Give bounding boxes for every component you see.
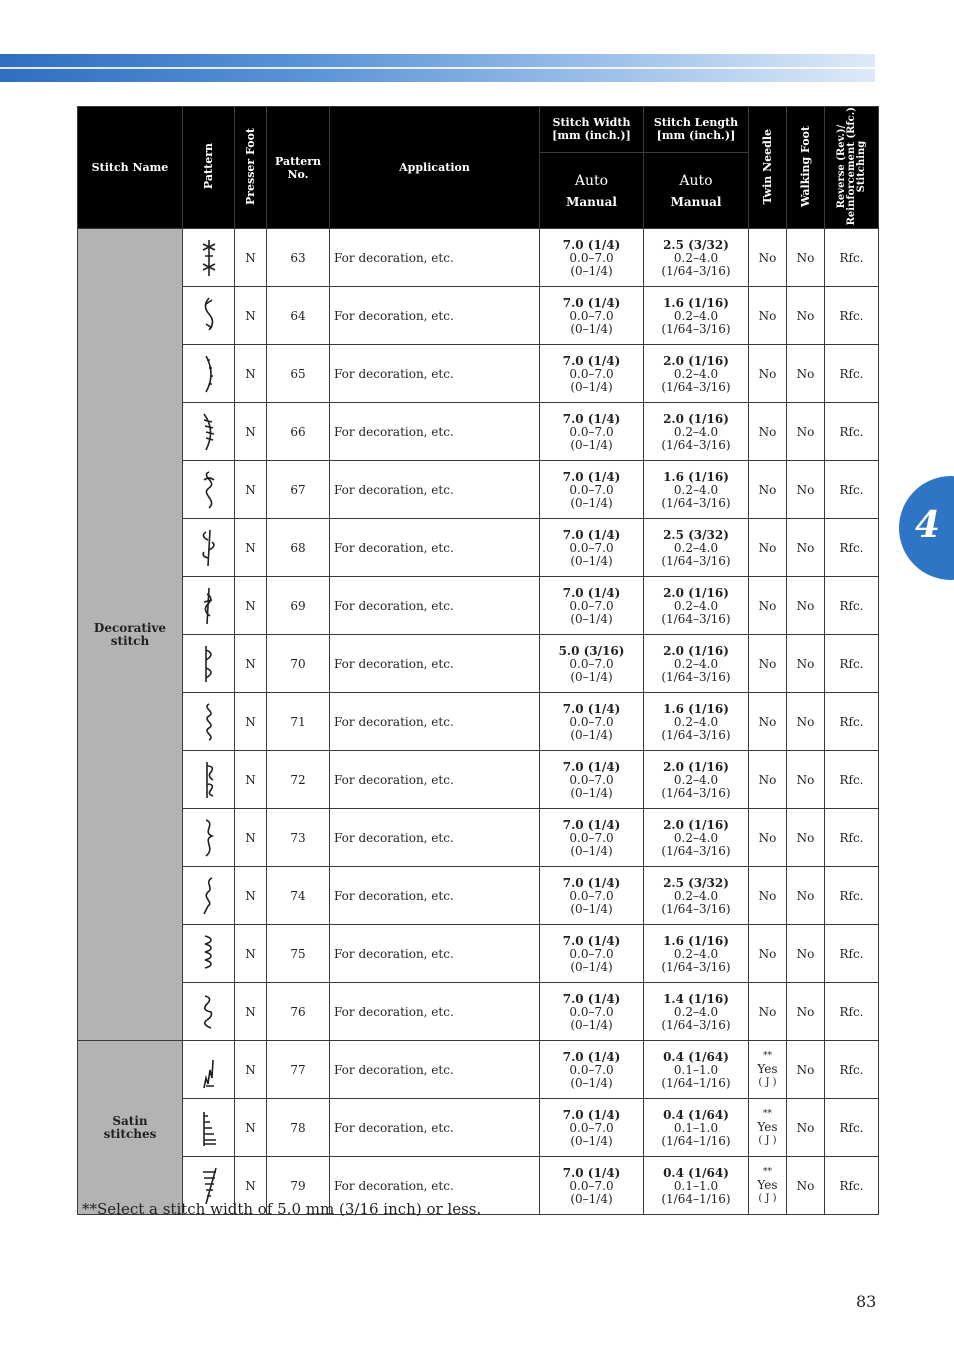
table-row — [78, 577, 879, 635]
twin-needle-cell: No — [749, 345, 787, 403]
stitch-length-cell: 2.5 (3/32) 0.2–4.0 (1/64–3/16) — [644, 229, 749, 287]
pattern-no-cell: 73 — [267, 809, 330, 867]
pattern-cell — [183, 809, 235, 867]
application-cell: For decoration, etc. — [330, 1157, 540, 1215]
walking-foot-cell: No — [787, 345, 825, 403]
reverse-cell: Rfc. — [825, 345, 879, 403]
walking-foot-cell: No — [787, 925, 825, 983]
col-walking-foot: Walking Foot — [787, 107, 825, 229]
application-cell: For decoration, etc. — [330, 229, 540, 287]
application-cell: For decoration, etc. — [330, 925, 540, 983]
pattern-no-cell: 69 — [267, 577, 330, 635]
reverse-cell: Rfc. — [825, 983, 879, 1041]
col-stitch-length: Stitch Length [mm (inch.)] — [644, 107, 749, 153]
walking-foot-cell: No — [787, 809, 825, 867]
stitch-pattern-icon — [198, 1048, 220, 1092]
pattern-no-cell: 79 — [267, 1157, 330, 1215]
stitch-pattern-icon — [198, 584, 220, 628]
table-row — [78, 229, 879, 287]
stitch-length-cell: 2.0 (1/16) 0.2–4.0 (1/64–3/16) — [644, 403, 749, 461]
twin-needle-cell: ** Yes ( J ) — [749, 1041, 787, 1099]
table-row — [78, 519, 879, 577]
walking-foot-cell: No — [787, 1041, 825, 1099]
presser-foot-cell: N — [235, 1041, 267, 1099]
col-reverse: Reverse (Rev.)/ Reinforcement (Rfc.) Stitching — [825, 107, 879, 229]
table-row — [78, 461, 879, 519]
twin-needle-cell: No — [749, 635, 787, 693]
pattern-cell — [183, 519, 235, 577]
stitch-width-cell: 7.0 (1/4) 0.0–7.0 (0–1/4) — [540, 751, 644, 809]
col-application: Application — [330, 107, 540, 229]
pattern-no-cell: 67 — [267, 461, 330, 519]
pattern-cell — [183, 229, 235, 287]
stitch-width-cell: 7.0 (1/4) 0.0–7.0 (0–1/4) — [540, 1099, 644, 1157]
twin-needle-cell: No — [749, 925, 787, 983]
pattern-cell — [183, 751, 235, 809]
reverse-cell: Rfc. — [825, 287, 879, 345]
table-row — [78, 983, 879, 1041]
pattern-cell — [183, 1041, 235, 1099]
width-auto-manual: Auto Manual — [540, 152, 644, 229]
reverse-cell: Rfc. — [825, 1157, 879, 1215]
presser-foot-cell: N — [235, 577, 267, 635]
stitch-length-cell: 2.0 (1/16) 0.2–4.0 (1/64–3/16) — [644, 577, 749, 635]
stitch-length-cell: 1.4 (1/16) 0.2–4.0 (1/64–3/16) — [644, 983, 749, 1041]
stitch-pattern-icon — [198, 874, 220, 918]
stitch-pattern-icon — [198, 642, 220, 686]
walking-foot-cell: No — [787, 461, 825, 519]
stitch-pattern-icon — [198, 816, 220, 860]
application-cell: For decoration, etc. — [330, 635, 540, 693]
stitch-pattern-icon — [198, 294, 220, 338]
walking-foot-cell: No — [787, 577, 825, 635]
table-row — [78, 751, 879, 809]
stitch-pattern-icon — [198, 236, 220, 280]
chapter-number: 4 — [915, 504, 941, 546]
twin-needle-cell: No — [749, 229, 787, 287]
stitch-width-cell: 7.0 (1/4) 0.0–7.0 (0–1/4) — [540, 1157, 644, 1215]
presser-foot-cell: N — [235, 461, 267, 519]
presser-foot-cell: N — [235, 229, 267, 287]
application-cell: For decoration, etc. — [330, 693, 540, 751]
walking-foot-cell: No — [787, 867, 825, 925]
stitch-width-cell: 7.0 (1/4) 0.0–7.0 (0–1/4) — [540, 519, 644, 577]
table-row — [78, 345, 879, 403]
presser-foot-cell: N — [235, 1157, 267, 1215]
top-color-band — [0, 54, 875, 82]
table-row — [78, 1099, 879, 1157]
twin-needle-cell: No — [749, 577, 787, 635]
page-number: 83 — [856, 1292, 877, 1311]
stitch-width-cell: 7.0 (1/4) 0.0–7.0 (0–1/4) — [540, 461, 644, 519]
pattern-no-cell: 76 — [267, 983, 330, 1041]
twin-needle-cell: No — [749, 751, 787, 809]
presser-foot-cell: N — [235, 809, 267, 867]
stitch-length-cell: 2.5 (3/32) 0.2–4.0 (1/64–3/16) — [644, 867, 749, 925]
col-stitch-name: Stitch Name — [78, 107, 183, 229]
presser-foot-cell: N — [235, 287, 267, 345]
stitch-pattern-icon — [198, 990, 220, 1034]
application-cell: For decoration, etc. — [330, 1099, 540, 1157]
stitch-width-cell: 7.0 (1/4) 0.0–7.0 (0–1/4) — [540, 287, 644, 345]
reverse-cell: Rfc. — [825, 461, 879, 519]
twin-needle-cell: ** Yes ( J ) — [749, 1099, 787, 1157]
application-cell: For decoration, etc. — [330, 983, 540, 1041]
stitch-width-cell: 7.0 (1/4) 0.0–7.0 (0–1/4) — [540, 693, 644, 751]
stitch-length-cell: 1.6 (1/16) 0.2–4.0 (1/64–3/16) — [644, 461, 749, 519]
stitch-width-cell: 7.0 (1/4) 0.0–7.0 (0–1/4) — [540, 229, 644, 287]
pattern-cell — [183, 925, 235, 983]
application-cell: For decoration, etc. — [330, 461, 540, 519]
stitch-length-cell: 2.0 (1/16) 0.2–4.0 (1/64–3/16) — [644, 635, 749, 693]
table-row — [78, 693, 879, 751]
pattern-no-cell: 63 — [267, 229, 330, 287]
twin-needle-cell: No — [749, 519, 787, 577]
stitch-pattern-icon — [198, 758, 220, 802]
reverse-cell: Rfc. — [825, 693, 879, 751]
stitch-width-cell: 7.0 (1/4) 0.0–7.0 (0–1/4) — [540, 577, 644, 635]
presser-foot-cell: N — [235, 403, 267, 461]
walking-foot-cell: No — [787, 1099, 825, 1157]
presser-foot-cell: N — [235, 1099, 267, 1157]
pattern-cell — [183, 635, 235, 693]
walking-foot-cell: No — [787, 983, 825, 1041]
pattern-cell — [183, 983, 235, 1041]
twin-needle-cell: No — [749, 403, 787, 461]
presser-foot-cell: N — [235, 693, 267, 751]
pattern-no-cell: 70 — [267, 635, 330, 693]
presser-foot-cell: N — [235, 519, 267, 577]
stitch-length-cell: 2.0 (1/16) 0.2–4.0 (1/64–3/16) — [644, 809, 749, 867]
col-presser-foot: Presser Foot — [235, 107, 267, 229]
presser-foot-cell: N — [235, 751, 267, 809]
walking-foot-cell: No — [787, 229, 825, 287]
application-cell: For decoration, etc. — [330, 287, 540, 345]
col-pattern-no: Pattern No. — [267, 107, 330, 229]
presser-foot-cell: N — [235, 635, 267, 693]
pattern-no-cell: 77 — [267, 1041, 330, 1099]
pattern-cell — [183, 403, 235, 461]
pattern-cell — [183, 345, 235, 403]
table-row — [78, 925, 879, 983]
stitch-length-cell: 1.6 (1/16) 0.2–4.0 (1/64–3/16) — [644, 287, 749, 345]
col-stitch-width: Stitch Width [mm (inch.)] — [540, 107, 644, 153]
col-twin-needle: Twin Needle — [749, 107, 787, 229]
application-cell: For decoration, etc. — [330, 867, 540, 925]
footnote: **Select a stitch width of 5.0 mm (3/16 inch) or less. — [82, 1200, 482, 1218]
table-row — [78, 635, 879, 693]
pattern-no-cell: 74 — [267, 867, 330, 925]
presser-foot-cell: N — [235, 345, 267, 403]
pattern-no-cell: 75 — [267, 925, 330, 983]
twin-needle-cell: ** Yes ( J ) — [749, 1157, 787, 1215]
stitch-width-cell: 7.0 (1/4) 0.0–7.0 (0–1/4) — [540, 925, 644, 983]
table-body — [78, 229, 879, 1215]
category-satin: Satin stitches — [78, 1041, 183, 1215]
col-pattern: Pattern — [183, 107, 235, 229]
stitch-length-cell: 1.6 (1/16) 0.2–4.0 (1/64–3/16) — [644, 693, 749, 751]
presser-foot-cell: N — [235, 983, 267, 1041]
reverse-cell: Rfc. — [825, 577, 879, 635]
stitch-length-cell: 2.0 (1/16) 0.2–4.0 (1/64–3/16) — [644, 751, 749, 809]
stitch-pattern-icon — [198, 468, 220, 512]
reverse-cell: Rfc. — [825, 1041, 879, 1099]
application-cell: For decoration, etc. — [330, 345, 540, 403]
stitch-pattern-icon — [198, 700, 220, 744]
stitch-length-cell: 0.4 (1/64) 0.1–1.0 (1/64–1/16) — [644, 1099, 749, 1157]
pattern-no-cell: 65 — [267, 345, 330, 403]
pattern-no-cell: 64 — [267, 287, 330, 345]
table-row — [78, 867, 879, 925]
walking-foot-cell: No — [787, 1157, 825, 1215]
pattern-no-cell: 72 — [267, 751, 330, 809]
reverse-cell: Rfc. — [825, 403, 879, 461]
reverse-cell: Rfc. — [825, 1099, 879, 1157]
twin-needle-cell: No — [749, 809, 787, 867]
stitch-width-cell: 7.0 (1/4) 0.0–7.0 (0–1/4) — [540, 345, 644, 403]
stitch-pattern-icon — [198, 410, 220, 454]
pattern-cell — [183, 287, 235, 345]
application-cell: For decoration, etc. — [330, 577, 540, 635]
application-cell: For decoration, etc. — [330, 809, 540, 867]
application-cell: For decoration, etc. — [330, 403, 540, 461]
stitch-width-cell: 7.0 (1/4) 0.0–7.0 (0–1/4) — [540, 867, 644, 925]
pattern-no-cell: 71 — [267, 693, 330, 751]
walking-foot-cell: No — [787, 287, 825, 345]
length-auto-manual: Auto Manual — [644, 152, 749, 229]
twin-needle-cell: No — [749, 983, 787, 1041]
twin-needle-cell: No — [749, 867, 787, 925]
reverse-cell: Rfc. — [825, 751, 879, 809]
stitch-length-cell: 0.4 (1/64) 0.1–1.0 (1/64–1/16) — [644, 1157, 749, 1215]
stitch-length-cell: 2.5 (3/32) 0.2–4.0 (1/64–3/16) — [644, 519, 749, 577]
reverse-cell: Rfc. — [825, 867, 879, 925]
presser-foot-cell: N — [235, 867, 267, 925]
table-row — [78, 1041, 879, 1099]
table-row — [78, 809, 879, 867]
stitch-width-cell: 7.0 (1/4) 0.0–7.0 (0–1/4) — [540, 403, 644, 461]
stitch-width-cell: 7.0 (1/4) 0.0–7.0 (0–1/4) — [540, 983, 644, 1041]
stitch-pattern-icon — [198, 526, 220, 570]
application-cell: For decoration, etc. — [330, 1041, 540, 1099]
presser-foot-cell: N — [235, 925, 267, 983]
stitch-length-cell: 0.4 (1/64) 0.1–1.0 (1/64–1/16) — [644, 1041, 749, 1099]
pattern-no-cell: 66 — [267, 403, 330, 461]
stitch-width-cell: 7.0 (1/4) 0.0–7.0 (0–1/4) — [540, 809, 644, 867]
category-decorative: Decorative stitch — [78, 229, 183, 1041]
pattern-cell — [183, 693, 235, 751]
table-row — [78, 403, 879, 461]
twin-needle-cell: No — [749, 693, 787, 751]
pattern-no-cell: 68 — [267, 519, 330, 577]
stitch-width-cell: 7.0 (1/4) 0.0–7.0 (0–1/4) — [540, 1041, 644, 1099]
application-cell: For decoration, etc. — [330, 751, 540, 809]
chapter-tab-icon — [899, 476, 954, 580]
stitch-pattern-icon — [198, 352, 220, 396]
pattern-cell — [183, 1099, 235, 1157]
stitch-pattern-icon — [198, 1106, 220, 1150]
pattern-cell — [183, 577, 235, 635]
stitch-length-cell: 2.0 (1/16) 0.2–4.0 (1/64–3/16) — [644, 345, 749, 403]
stitch-length-cell: 1.6 (1/16) 0.2–4.0 (1/64–3/16) — [644, 925, 749, 983]
walking-foot-cell: No — [787, 635, 825, 693]
twin-needle-cell: No — [749, 461, 787, 519]
walking-foot-cell: No — [787, 403, 825, 461]
walking-foot-cell: No — [787, 693, 825, 751]
walking-foot-cell: No — [787, 519, 825, 577]
application-cell: For decoration, etc. — [330, 519, 540, 577]
twin-needle-cell: No — [749, 287, 787, 345]
pattern-no-cell: 78 — [267, 1099, 330, 1157]
reverse-cell: Rfc. — [825, 519, 879, 577]
stitch-table — [77, 106, 879, 1215]
stitch-pattern-icon — [198, 932, 220, 976]
walking-foot-cell: No — [787, 751, 825, 809]
reverse-cell: Rfc. — [825, 809, 879, 867]
pattern-cell — [183, 461, 235, 519]
pattern-cell — [183, 867, 235, 925]
reverse-cell: Rfc. — [825, 229, 879, 287]
reverse-cell: Rfc. — [825, 635, 879, 693]
stitch-width-cell: 5.0 (3/16) 0.0–7.0 (0–1/4) — [540, 635, 644, 693]
reverse-cell: Rfc. — [825, 925, 879, 983]
table-row — [78, 287, 879, 345]
